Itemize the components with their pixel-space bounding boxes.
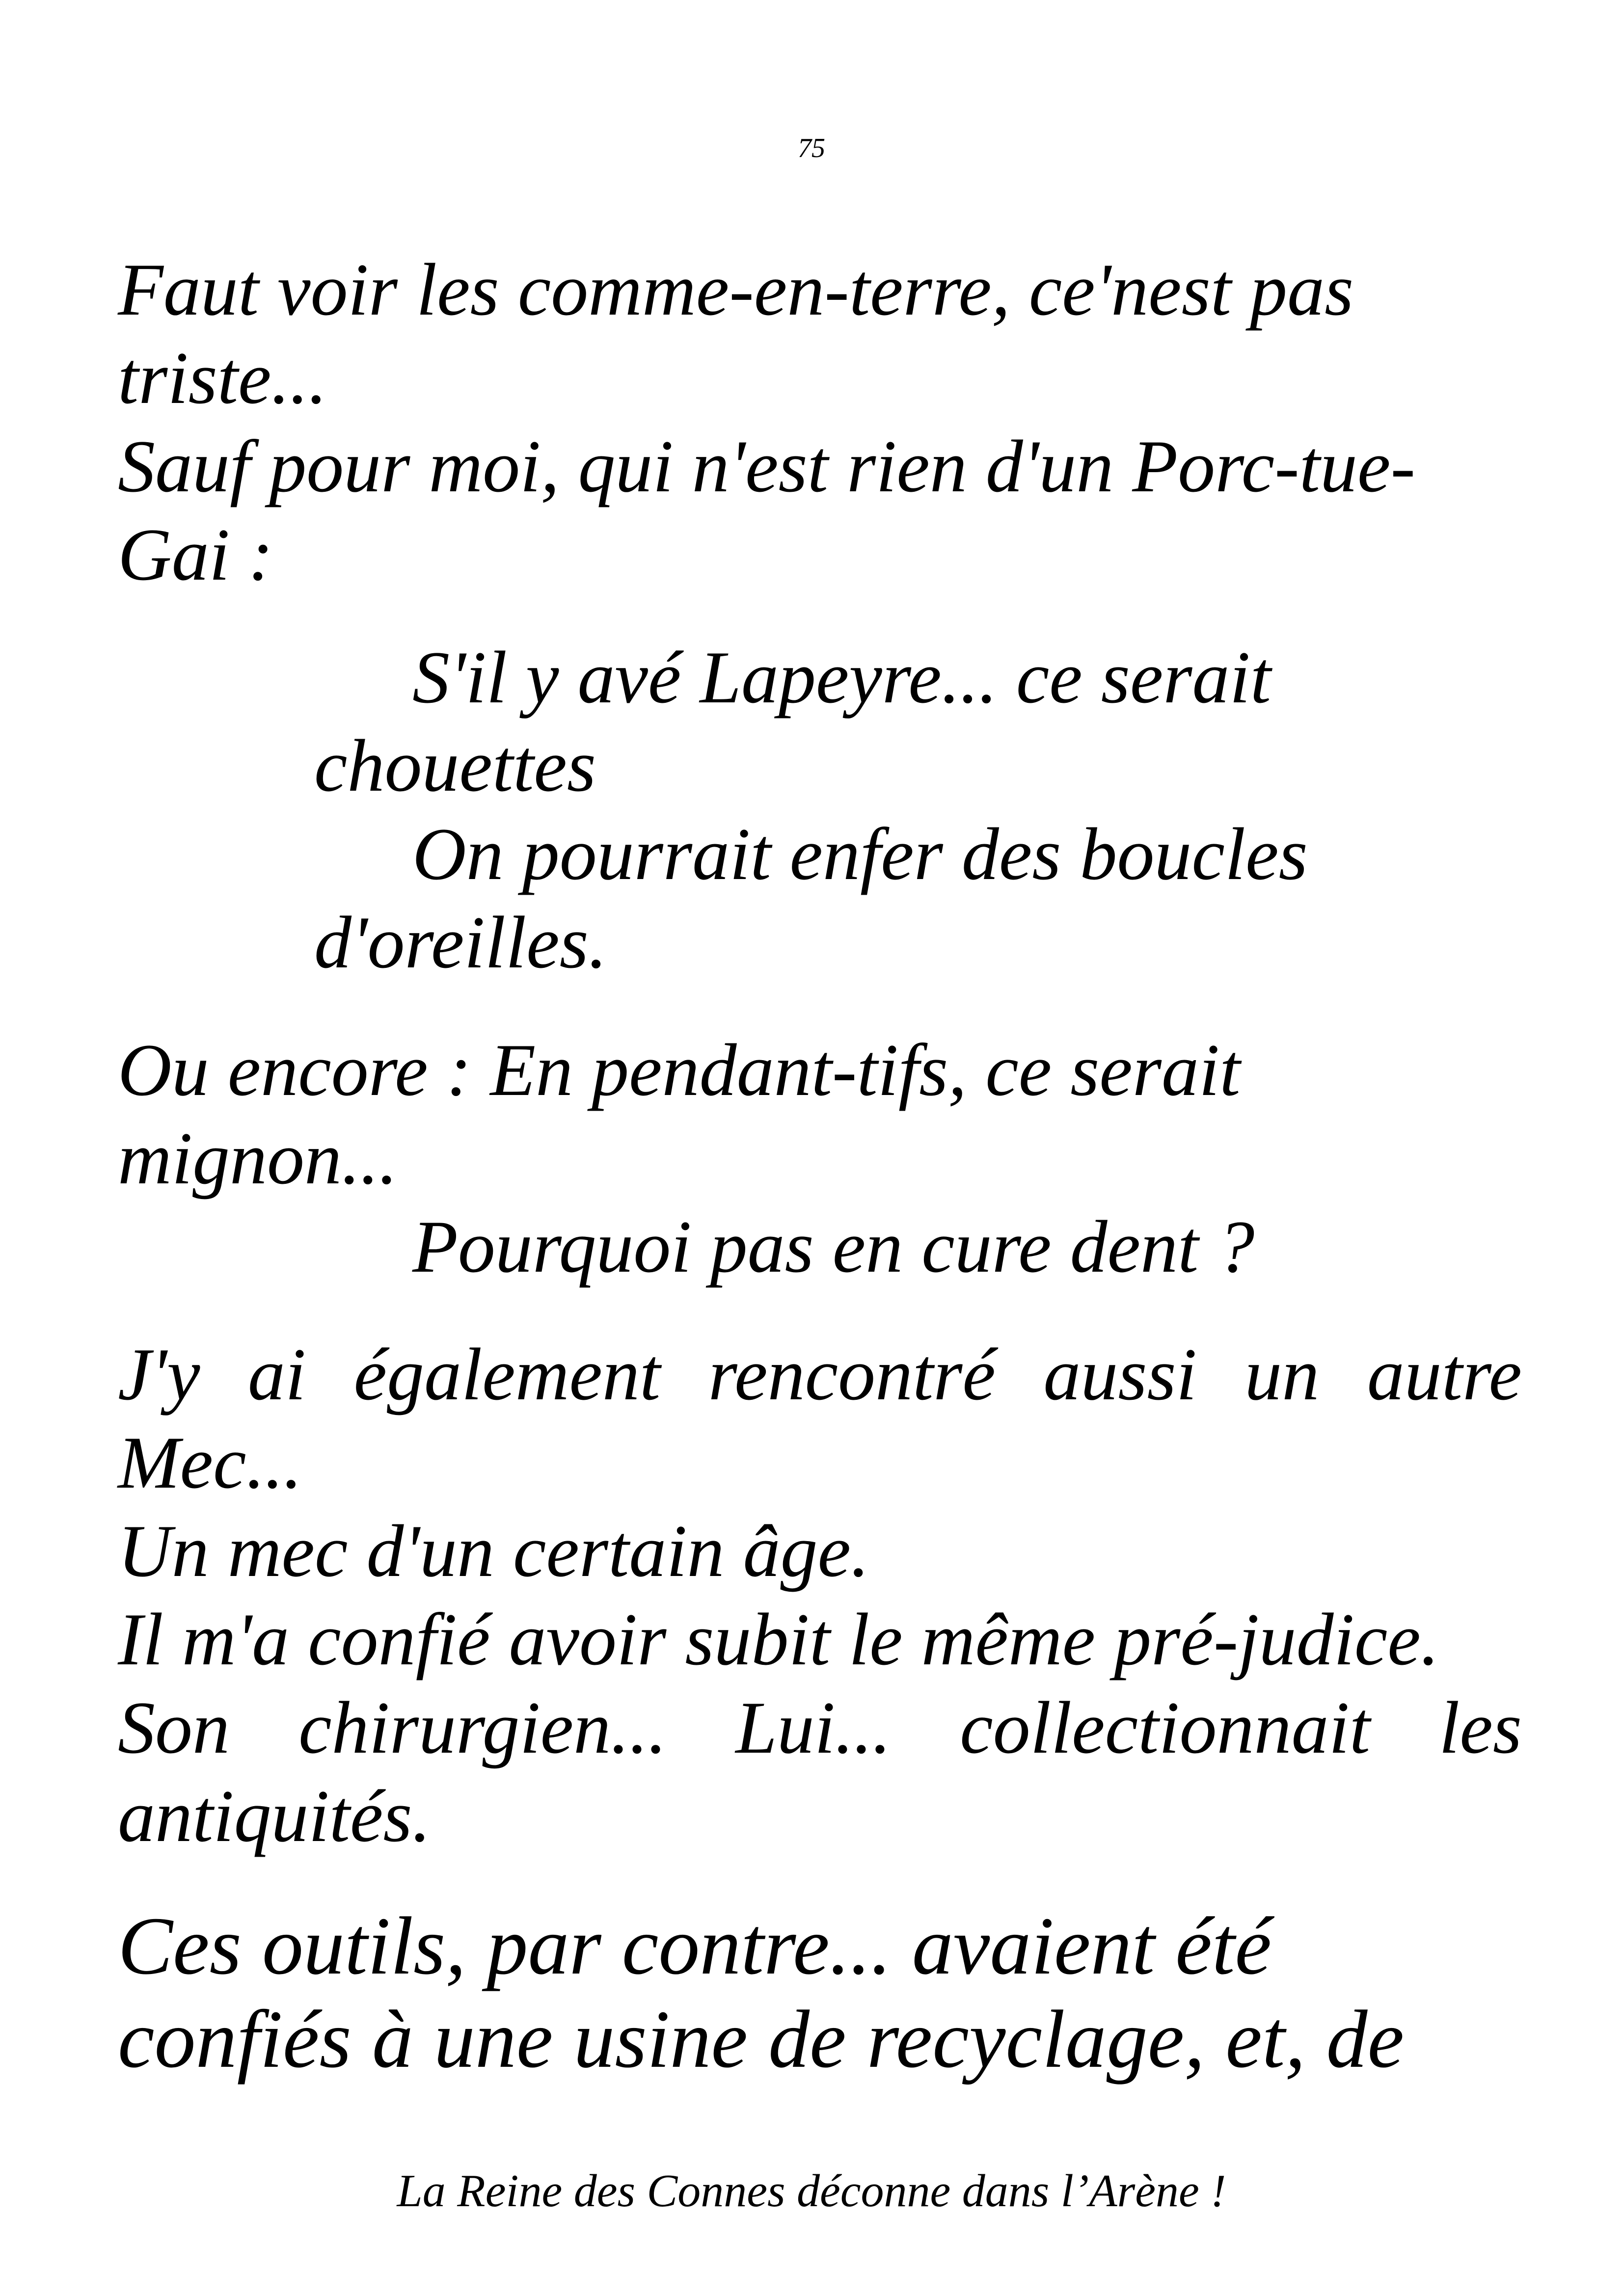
text-line: triste... xyxy=(118,337,327,419)
text-line: antiquités. xyxy=(118,1775,431,1857)
verse-line: On pourrait enfer des boucles xyxy=(412,813,1308,895)
verse-line: Pourquoi pas en cure dent ? xyxy=(412,1205,1255,1288)
verse-1b xyxy=(314,810,1522,987)
verse-2 xyxy=(314,1202,1522,1291)
text-line: Son chirurgien... Lui... collectionnait les xyxy=(118,1686,1522,1769)
paragraph-3 xyxy=(118,1330,1522,1860)
page-number: 75 xyxy=(798,133,825,163)
text-line: Ou encore : En pendant-tifs, ce serait xyxy=(118,1029,1241,1111)
verse-line: d'oreilles. xyxy=(314,901,607,984)
text-line: Un mec d'un certain âge. xyxy=(118,1510,869,1592)
paragraph-1 xyxy=(118,245,1522,599)
text-line: Ces outils, par contre... avaient été xyxy=(118,1900,1272,1992)
text-line: Il m'a confié avoir subit le même pré-judice. xyxy=(118,1598,1439,1681)
text-line: Mec... xyxy=(118,1421,302,1504)
text-line: confiés à une usine de recyclage, et, de xyxy=(118,1994,1405,2085)
text-line: Faut voir les comme-en-terre, ce'nest pas xyxy=(118,248,1354,331)
text-line: mignon... xyxy=(118,1117,398,1200)
page-footer: La Reine des Connes déconne dans l’Arène ! xyxy=(397,2165,1226,2216)
text-line: Sauf pour moi, qui n'est rien d'un Porc-tue- xyxy=(118,425,1416,507)
paragraph-2 xyxy=(118,1026,1522,1202)
verse-line: S'il y avé Lapeyre... ce serait xyxy=(412,636,1271,719)
text-line: J'y ai également rencontré aussi un autre xyxy=(118,1333,1522,1415)
text-line: Gai : xyxy=(118,513,273,596)
paragraph-4 xyxy=(118,1899,1522,2086)
page-body xyxy=(118,245,1522,2086)
verse-line: chouettes xyxy=(314,724,596,807)
verse-1a xyxy=(314,633,1522,810)
